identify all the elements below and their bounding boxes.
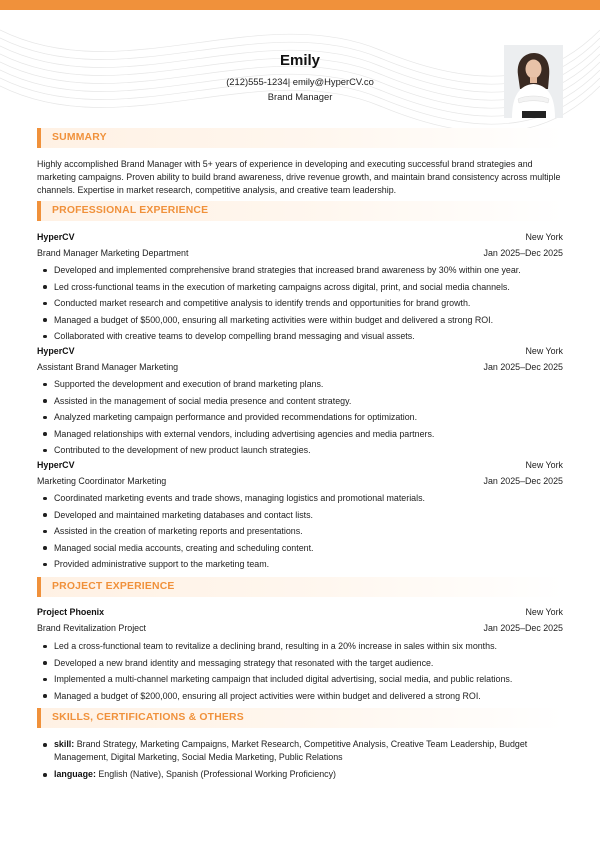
list-item: Led a cross-functional team to revitalize a declining brand, resulting in a 20% increase in sales within six months. bbox=[37, 638, 563, 655]
section-title: SKILLS, CERTIFICATIONS & OTHERS bbox=[52, 712, 244, 723]
section-accent-bar bbox=[37, 708, 41, 728]
section-title: PROFESSIONAL EXPERIENCE bbox=[52, 205, 209, 216]
list-item: Collaborated with creative teams to develop compelling brand messaging and visual assets. bbox=[37, 328, 563, 345]
job-bullets bbox=[37, 490, 563, 573]
job-dates: Jan 2025–Dec 2025 bbox=[483, 476, 563, 486]
project-header bbox=[37, 606, 563, 619]
project-location: New York bbox=[525, 607, 563, 617]
skill-label: skill: bbox=[54, 739, 75, 749]
skills-section-header bbox=[37, 708, 563, 728]
job-header bbox=[37, 345, 563, 358]
list-item: Developed and maintained marketing databases and contact lists. bbox=[37, 507, 563, 524]
section-accent-bar bbox=[37, 128, 41, 148]
job-location: New York bbox=[525, 232, 563, 242]
list-item: Analyzed marketing campaign performance and provided recommendations for optimization. bbox=[37, 409, 563, 426]
list-item: Coordinated marketing events and trade shows, managing logistics and promotional materials. bbox=[37, 490, 563, 507]
list-item: Contributed to the development of new product launch strategies. bbox=[37, 442, 563, 459]
project-role-row bbox=[37, 622, 563, 635]
skill-value: Brand Strategy, Marketing Campaigns, Market Research, Competitive Analysis, Creative Team Leadership, Budget Management, Digital Marketing, Social Media Marketing, Public Relations bbox=[54, 739, 528, 762]
project-role: Brand Revitalization Project bbox=[37, 623, 147, 633]
list-item bbox=[37, 738, 563, 764]
section-title: SUMMARY bbox=[52, 132, 107, 143]
project-bullets bbox=[37, 638, 563, 704]
job-role: Assistant Brand Manager Marketing bbox=[37, 362, 179, 372]
contact-info: (212)555-1234| emily@HyperCV.co bbox=[226, 76, 374, 87]
summary-section-header bbox=[37, 128, 563, 148]
profile-photo bbox=[504, 45, 563, 118]
job-bullets bbox=[37, 376, 563, 459]
company-name: HyperCV bbox=[37, 460, 75, 470]
skills-list bbox=[37, 738, 563, 785]
job-location: New York bbox=[525, 346, 563, 356]
top-accent-bar bbox=[0, 0, 600, 10]
summary-text: Highly accomplished Brand Manager with 5+ years of experience in developing and executing successful brand strategies and marketing campaigns. Proven ability to build brand awareness, drive revenue growth, and maintain brand consistency across multiple channels. Expertise in market research, competitive analysis, and creative team leadership. bbox=[37, 159, 561, 196]
company-name: HyperCV bbox=[37, 346, 75, 356]
list-item: Assisted in the creation of marketing reports and presentations. bbox=[37, 523, 563, 540]
section-accent-bar bbox=[37, 577, 41, 597]
list-item: Managed relationships with external vendors, including advertising agencies and media partners. bbox=[37, 426, 563, 443]
job-header bbox=[37, 459, 563, 472]
company-name: HyperCV bbox=[37, 232, 75, 242]
list-item: Managed a budget of $200,000, ensuring all project activities were within budget and delivered a strong ROI. bbox=[37, 688, 563, 705]
list-item: Assisted in the management of social media presence and content strategy. bbox=[37, 393, 563, 410]
list-item bbox=[37, 768, 563, 781]
list-item: Implemented a multi-channel marketing campaign that included digital advertising, social media, and public relations. bbox=[37, 671, 563, 688]
job-header bbox=[37, 231, 563, 244]
project-name: Project Phoenix bbox=[37, 607, 105, 617]
candidate-name: Emily bbox=[279, 52, 321, 69]
language-label: language: bbox=[54, 769, 96, 779]
job-location: New York bbox=[525, 460, 563, 470]
list-item: Provided administrative support to the marketing team. bbox=[37, 556, 563, 573]
list-item: Led cross-functional teams in the execution of marketing campaigns across digital, print, and social media channels. bbox=[37, 279, 563, 296]
job-dates: Jan 2025–Dec 2025 bbox=[483, 248, 563, 258]
list-item: Developed and implemented comprehensive brand strategies that increased brand awareness by 30% within one year. bbox=[37, 262, 563, 279]
projects-section-header bbox=[37, 577, 563, 597]
list-item: Conducted market research and competitive analysis to identify trends and opportunities for brand growth. bbox=[37, 295, 563, 312]
project-dates: Jan 2025–Dec 2025 bbox=[483, 623, 563, 633]
list-item: Managed a budget of $500,000, ensuring all marketing activities were within budget and delivered a strong ROI. bbox=[37, 312, 563, 329]
job-role: Marketing Coordinator Marketing bbox=[37, 476, 167, 486]
job-bullets bbox=[37, 262, 563, 345]
job-role-row bbox=[37, 475, 563, 488]
section-title: PROJECT EXPERIENCE bbox=[52, 581, 175, 592]
language-value: English (Native), Spanish (Professional Working Proficiency) bbox=[98, 769, 336, 779]
section-accent-bar bbox=[37, 201, 41, 221]
list-item: Developed a new brand identity and messaging strategy that resonated with the target audience. bbox=[37, 655, 563, 672]
job-title: Brand Manager bbox=[267, 91, 333, 102]
job-dates: Jan 2025–Dec 2025 bbox=[483, 362, 563, 372]
job-role-row bbox=[37, 247, 563, 260]
job-role: Brand Manager Marketing Department bbox=[37, 248, 189, 258]
experience-section-header bbox=[37, 201, 563, 221]
list-item: Supported the development and execution of brand marketing plans. bbox=[37, 376, 563, 393]
job-role-row bbox=[37, 361, 563, 374]
list-item: Managed social media accounts, creating and scheduling content. bbox=[37, 540, 563, 557]
